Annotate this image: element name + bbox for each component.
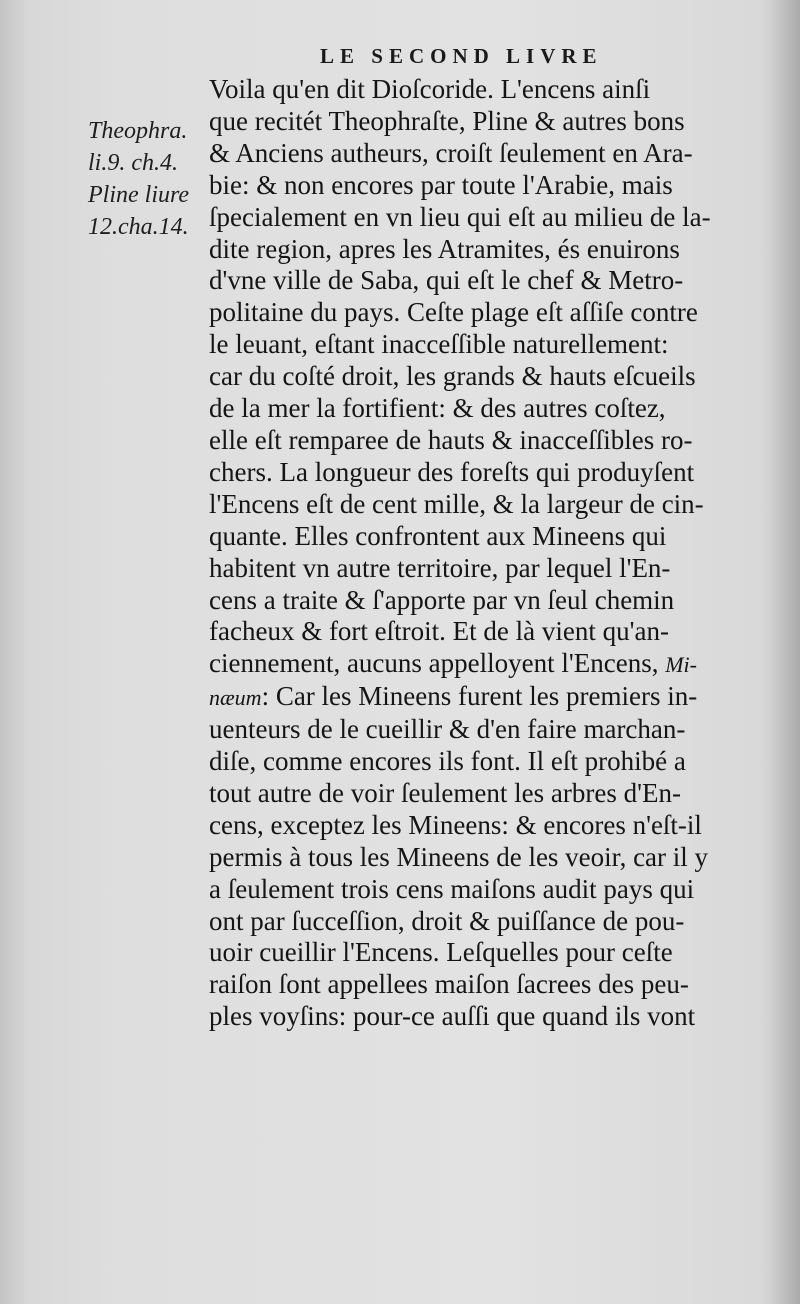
text-line: politaine du pays. Ceſte plage eſt aſſiſe contre: [209, 297, 698, 328]
margin-note: Pline liure: [88, 181, 190, 208]
margin-note: li.9. ch.4.: [88, 149, 178, 176]
text-line: facheux & fort eſtroit. Et de là vient qu'an-: [209, 616, 669, 647]
text-line: a ſeulement trois cens maiſons audit pays qui: [209, 873, 695, 904]
text-line: que recitét Theophraſte, Pline & autres bons: [209, 105, 685, 136]
text-line: d'vne ville de Saba, qui eſt le chef & Metro-: [209, 265, 684, 296]
page-edge-shadow: [770, 0, 800, 1304]
text-line: diſe, comme encores ils font. Il eſt prohibé a: [209, 746, 686, 777]
text-line: [209, 648, 769, 681]
text-line: tout autre de voir ſeulement les arbres d'En-: [209, 777, 681, 808]
text-line: habitent vn autre territoire, par lequel l'En-: [209, 552, 671, 583]
text-segment: : Car les Mineens furent les premiers in-: [261, 681, 698, 712]
text-line: uoir cueillir l'Encens. Leſquelles pour ceſte: [209, 937, 673, 968]
main-text: [209, 74, 769, 1033]
text-line: quante. Elles confrontent aux Mineens qui: [209, 520, 667, 551]
text-line: cens a traite & ſ'apporte par vn ſeul chemin: [209, 584, 675, 615]
text-line: ples voyſins: pour-ce auſſi que quand ils vont: [209, 1001, 696, 1032]
text-line: & Anciens autheurs, croiſt ſeulement en Ara-: [209, 137, 693, 168]
margin-note: Theophra.: [88, 118, 188, 144]
text-line: ſpecialement en vn lieu qui eſt au milieu de la-: [209, 201, 711, 232]
text-line: ont par ſucceſſion, droit & puiſſance de pou-: [209, 905, 685, 936]
italic-word: næum: [209, 685, 262, 711]
text-line: raiſon ſont appellees maiſon ſacrees des peu-: [209, 969, 689, 1000]
margin-note: 12.cha.14.: [88, 213, 189, 240]
text-line: dite region, apres les Atramites, és enuirons: [209, 233, 680, 264]
text-line: [209, 681, 769, 714]
text-line: elle eſt remparee de hauts & inacceſſibles ro-: [209, 424, 693, 455]
text-line: de la mer la fortifient: & des autres coſtez,: [209, 393, 666, 424]
text-line: permis à tous les Mineens de les veoir, car il y: [209, 841, 709, 872]
text-line: cens, exceptez les Mineens: & encores n'eſt-il: [209, 809, 702, 840]
margin-notes: [88, 116, 189, 244]
text-line: l'Encens eſt de cent mille, & la largeur de cin-: [209, 488, 704, 519]
text-line: car du coſté droit, les grands & hauts eſcueils: [209, 361, 696, 392]
italic-word: Mi-: [665, 652, 697, 678]
text-line: Voila qu'en dit Dioſcoride. L'encens ainſi: [209, 74, 651, 104]
text-line: le leuant, eſtant inacceſſible naturellement:: [209, 329, 669, 360]
text-segment: ciennement, aucuns appelloyent l'Encens,: [209, 648, 659, 679]
text-line: chers. La longueur des foreſts qui produyſent: [209, 456, 695, 487]
text-line: uenteurs de le cueillir & d'en faire marchan-: [209, 714, 686, 745]
text-line: bie: & non encores par toute l'Arabie, mais: [209, 169, 673, 200]
running-header: LE SECOND LIVRE: [320, 44, 603, 68]
